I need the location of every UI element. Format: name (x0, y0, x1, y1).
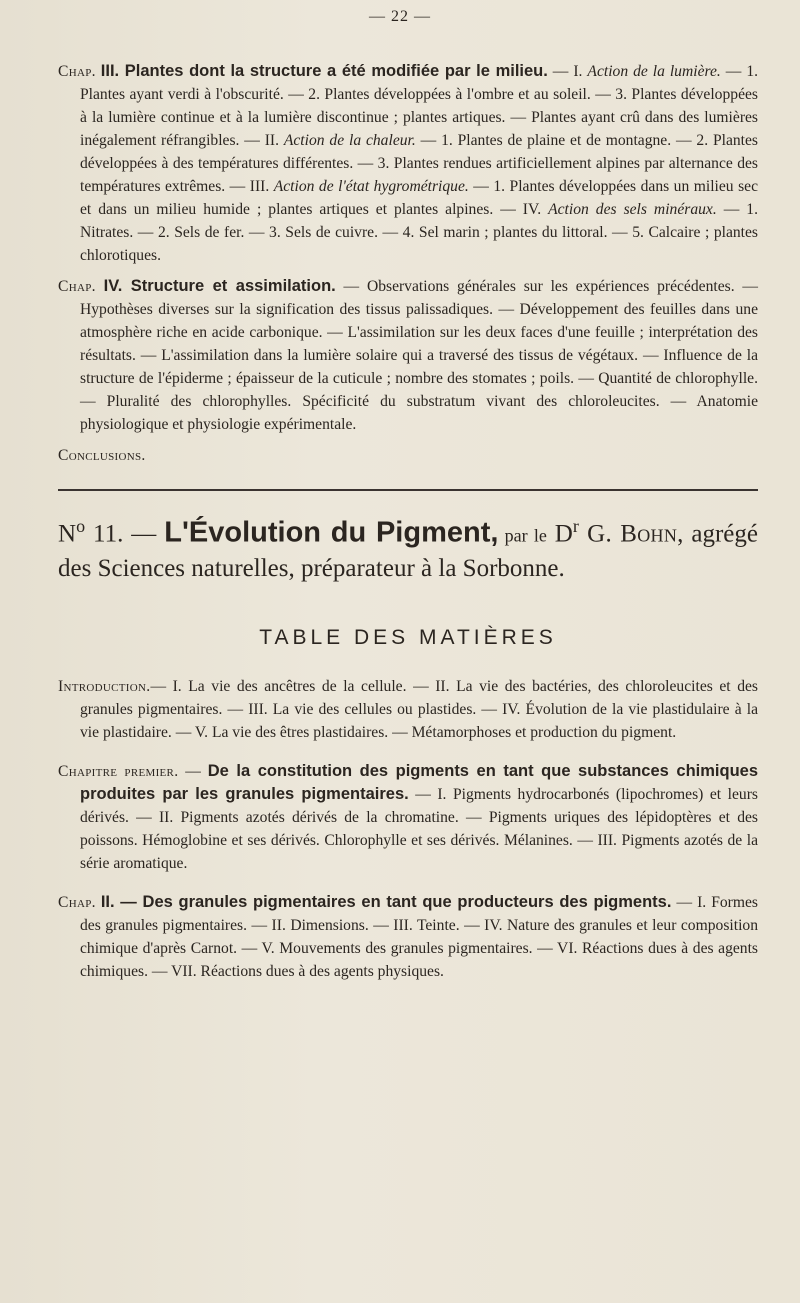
book-title: L'Évolution du Pigment, (164, 516, 499, 549)
page-number: — 22 — (369, 8, 431, 25)
entry-text: — I. La vie des ancêtres de la cellule. — II. La vie des bactéries, des chloroleucites et des granules pigmentaires. — III. La vie des cellules ou plastides. — IV. Évolution de la vie plastidulaire à la vie plastidaire. — V. La vie des êtres plastidaires. — Métamorphoses et production du pigment. (80, 678, 758, 742)
separator-rule (58, 489, 758, 491)
chapter-4-entry (58, 275, 758, 436)
chapter-text: — 1. Plantes ayant verdi à l'obscurité. — 2. Plantes développées à l'ombre et au soleil. — 3. Plantes développées à la lumière continue et à la lumière discontinue ; plantes artiques. — Plantes ayant crû dans des lumières inégalement réfrangibles. — II. (80, 63, 759, 149)
chapter-text: — I. Formes des granules pigmentaires. — II. Dimensions. — III. Teinte. — IV. Nature des granules et leur composition chimique d'après Carnot. — V. Mouvements des granules pigmentaires. — VI. Réactions dues à des agents chimiques. — VII. Réactions dues à des agents physiques. (80, 894, 758, 981)
chapter-label: Chap. (58, 278, 96, 295)
author-title: D (554, 520, 573, 548)
author-description: , agrégé des Sciences naturelles, préparateur à la Sorbonne. (58, 520, 758, 583)
introduction-entry (58, 675, 758, 744)
section-title: Action des sels minéraux. (548, 201, 717, 218)
chapter-text: — Observations générales sur les expériences précédentes. — Hypothèses diverses sur la signification des tissus palissadiques. — Développement des feuilles dans une atmosphère riche en acide carbonique. — L'assimilation sur les deux faces d'une feuille ; interprétation des résultats. — L'assimilation dans la lumière solaire qui a traversé des tissus de végétaux. — Influence de la structure de l'épiderme ; épaisseur de la cuticule ; nombre des stomates ; poils. — Quantité de chlorophylle. — Pluralité des chlorophylles. Spécificité du substratum vivant des chloroleucites. — Anatomie physiologique et physiologie expérimentale. (80, 278, 758, 433)
chapter-text: — 1. Plantes de plaine et de montagne. — 2. Plantes développées à des températures différentes. — 3. Plantes rendues artificiellement alpines par alternance des températures extrêmes. — III. (80, 132, 758, 195)
entry-label: Introduction. (58, 678, 151, 696)
author-name: G. Bohn (578, 520, 678, 548)
section-title: Action de la chaleur. (283, 132, 416, 149)
chapter-text: — (547, 63, 574, 80)
chapter-heading: II. — Des granules pigmentaires en tant que producteurs des pigments. (100, 893, 672, 912)
entry-dash: — (178, 763, 208, 781)
book-number: 11. — (85, 520, 165, 548)
chapter-heading: IV. Structure et assimilation. (103, 277, 336, 295)
chapter-label: Chapitre premier. (58, 763, 179, 781)
chapter-text: — I. Pigments hydrocarbonés (lipochromes) et leurs dérivés. — II. Pigments azotés dérivés de la chromatine. — Pigments uriques des lépidoptères et des poissons. Hémoglobine et ses dérivés. Chlorophylle et ses dérivés. Mélanines. — III. Pigments azotés de la série aromatique. (80, 786, 758, 873)
author-title-sup: r (572, 516, 579, 536)
chapter-label: Chap. (58, 894, 96, 912)
section-number: I. (573, 63, 588, 80)
chapter-3-entry (58, 60, 758, 267)
chapter-heading: De la constitution des pigments en tant que substances chimiques produites par les granules pigmentaires. (80, 762, 759, 804)
toc-heading: TABLE DES MATIÈRES (259, 626, 557, 650)
chapter-1-entry (58, 760, 758, 875)
book-title-block (58, 509, 758, 586)
book-number-prefix: N (58, 520, 77, 548)
section-title: Action de la lumière. (587, 63, 721, 80)
section-title: Action de l'état hygrométrique. (273, 178, 469, 195)
chapter-text: — 1. Nitrates. — 2. Sels de fer. — 3. Sels de cuivre. — 4. Sel marin ; plantes du littoral. — 5. Calcaire ; plantes chlorotiques. (80, 201, 758, 264)
book-author-by: par le (498, 525, 547, 546)
chapter-2-entry (58, 891, 758, 983)
page-content (58, 60, 758, 999)
conclusions-entry: Conclusions. (58, 447, 146, 464)
chapter-heading: III. Plantes dont la structure a été modifiée par le milieu. (100, 62, 548, 80)
chapter-text: — 1. Plantes développées dans un milieu sec et dans un milieu humide ; plantes artiques et plantes alpines. — IV. (80, 178, 758, 218)
chapter-label: Chap. (58, 63, 96, 80)
book-number-sup: o (76, 516, 86, 536)
